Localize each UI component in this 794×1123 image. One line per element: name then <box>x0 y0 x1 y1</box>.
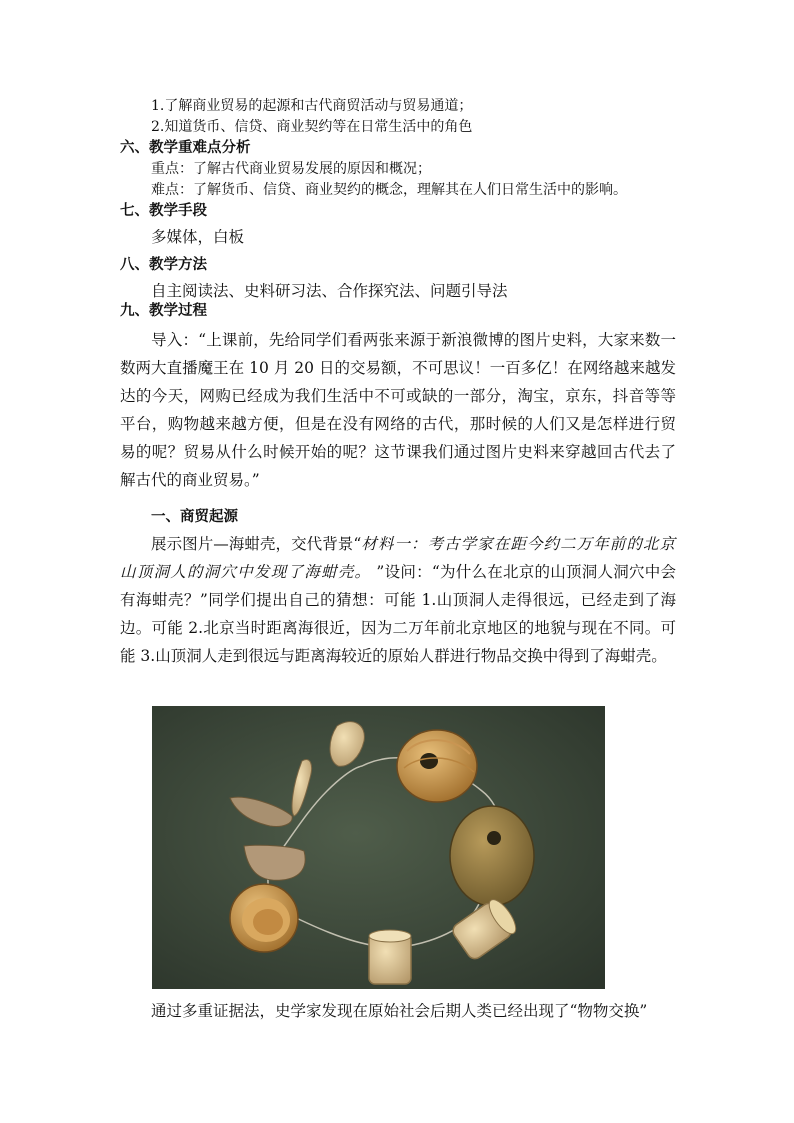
section-8-heading: 八、教学方法 <box>120 257 207 273</box>
section-6-heading: 六、教学重难点分析 <box>120 140 251 156</box>
material-one-quote: 材料一：考古学家在距今约二万年前的北京山顶洞人的洞穴中发现了海蚶壳。 <box>120 535 676 581</box>
origin-text-a: 展示图片—海蚶壳，交代背景“ <box>151 535 362 553</box>
goal-item-2: 2.知道货币、信贷、商业契约等在日常生活中的角色 <box>151 119 473 135</box>
section-7-heading: 七、教学手段 <box>120 203 207 219</box>
teaching-means: 多媒体，白板 <box>151 228 245 246</box>
closing-paragraph <box>120 997 676 1025</box>
shell-necklace-image <box>152 706 605 989</box>
closing-text: 通过多重证据法，史学家发现在原始社会后期人类已经出现了“物物交换” <box>151 1002 648 1020</box>
goal-item-1: 1.了解商业贸易的起源和古代商贸活动与贸易通道； <box>151 98 473 114</box>
origin-text-b: ”设问：“为什么在北京的山顶洞人洞穴中会有海蚶壳？”同学们提出自己的猜想：可能 1.山顶洞人走得很远，已经走到了海边。可能 2.北京当时距离海很近，因为二万年前北京地区的地貌与现在不同。可能 3.山顶洞人走到很远与距离海较近的原始人群进行物品交换中得到了海蚶壳。 <box>120 563 676 665</box>
subsection-1-heading: 一、商贸起源 <box>151 509 238 525</box>
intro-paragraph <box>120 326 676 494</box>
key-point: 重点：了解古代商业贸易发展的原因和概况； <box>151 161 431 177</box>
section-9-heading: 九、教学过程 <box>120 303 207 319</box>
shell-necklace-photo <box>152 706 605 989</box>
difficult-point: 难点：了解货币、信贷、商业契约的概念，理解其在人们日常生活中的影响。 <box>151 182 627 198</box>
origin-paragraph <box>120 530 676 670</box>
intro-text: 导入：“上课前，先给同学们看两张来源于新浪微博的图片史料，大家来数一数两大直播魔王在 10 月 20 日的交易额，不可思议！一百多亿！在网络越来越发达的今天，网购已经成为我们生活中不可或缺的一部分，淘宝，京东，抖音等等平台，购物越来越方便，但是在没有网络的古代，那时候的人们又是怎样进行贸易的呢？贸易从什么时候开始的呢？这节课我们通过图片史料来穿越回古代去了解古代的商业贸易。” <box>120 331 676 489</box>
teaching-methods: 自主阅读法、史料研习法、合作探究法、问题引导法 <box>151 282 508 300</box>
